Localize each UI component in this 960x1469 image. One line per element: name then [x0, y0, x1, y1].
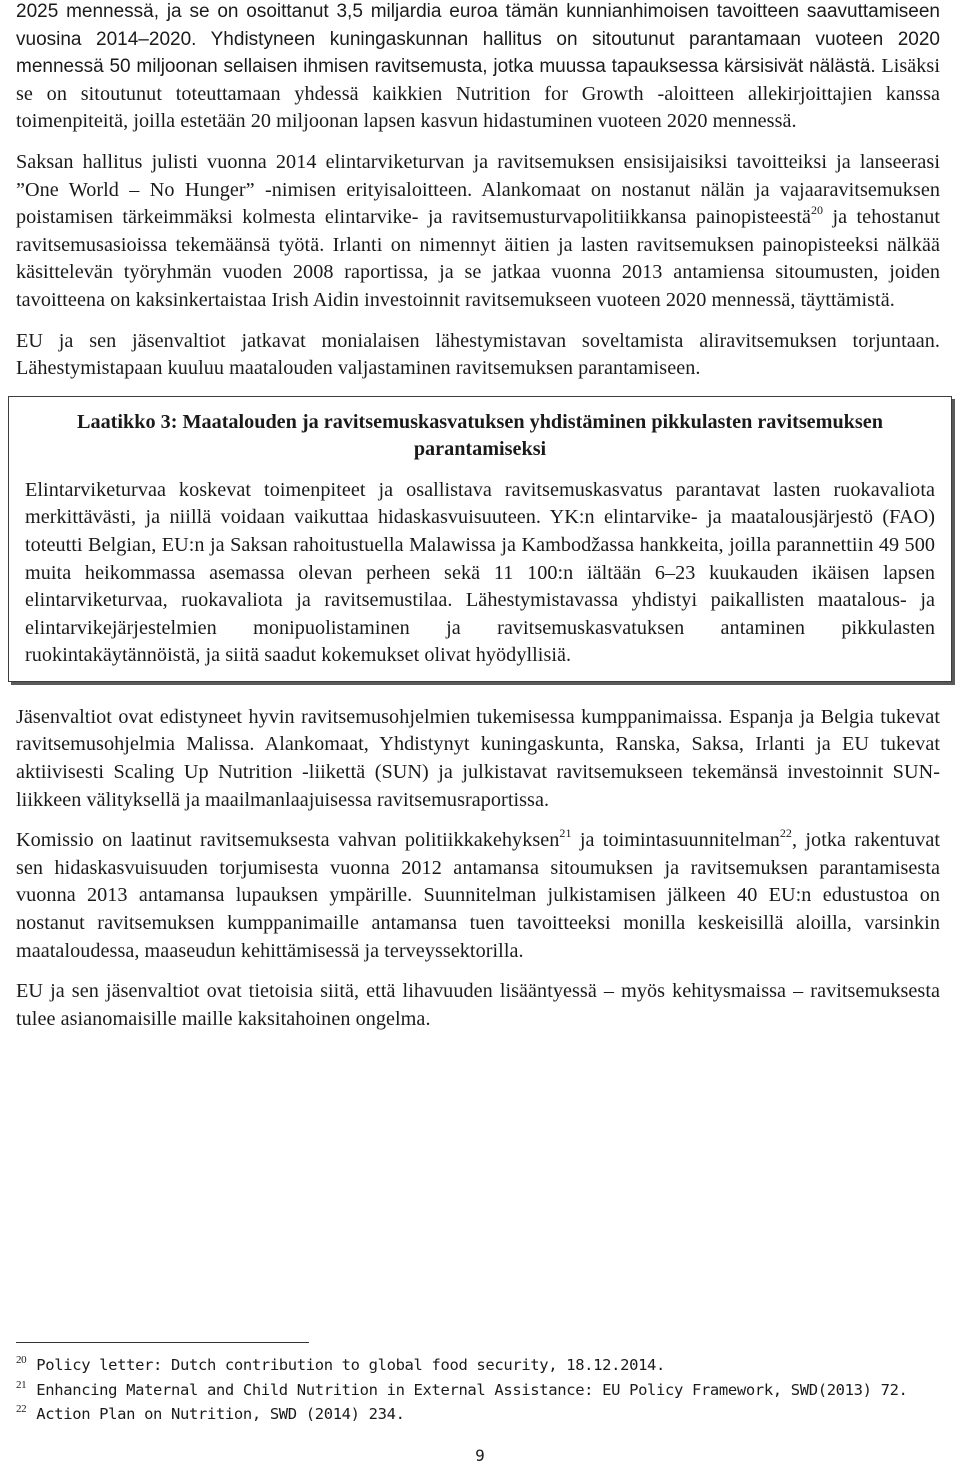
paragraph-text: Lisäksi se on sitoutunut toteuttamaan yhdessä kaikkien Nutrition for Growth -aloitteen allekirjoittajien kanssa toimenpiteitä, joilla estetään 20 miljoonan lapsen kasvun hidastuminen vuoteen 2020 mennessä. [16, 55, 940, 133]
footnote-21 [16, 1378, 940, 1403]
footnote-text: Enhancing Maternal and Child Nutrition in External Assistance: EU Policy Framework, SWD(2013) 72. [36, 1380, 908, 1399]
footnote-number: 22 [16, 1403, 27, 1415]
box-text: Elintarviketurvaa koskevat toimenpiteet ja osallistava ravitsemuskasvatus parantavat lasten ruokavaliota merkittävästi, ja niillä voidaan vaikuttaa hidaskasvuisuuteen. YK:n elintarvike- ja maatalousjärjestö (FAO) toteutti Belgian, EU:n ja Saksan rahoitustuella Malawissa ja Kambodžassa hankkeita, joilla parannettiin 49 500 muita heikommassa asemassa olevan perheen sekä 11 100:n iältään 6–23 kuukauden ikäisen lapsen elintarviketurvaa, ruokavaliota ja ravitsemustilaa. Lähestymistavassa yhdistyi paikallisten maatalous- ja elintarvikejärjestelmien monipuolistaminen ja ravitsemuskasvatuksen antaminen pikkulasten ruokintakäytännöistä, ja siitä saadut kokemukset olivat hyödyllisiä. [25, 478, 935, 667]
page-number: 9 [475, 1446, 485, 1465]
paragraph-text: Komissio on laatinut ravitsemuksesta vahvan politiikkakehyksen [16, 829, 560, 852]
text-box-3 [8, 396, 952, 682]
paragraph-text: 2025 mennessä, ja se on osoittanut 3,5 miljardia euroa tämän kunnianhimoisen tavoitteen saavuttamiseen vuosina 2014–2020. Yhdistyneen kuningaskunnan hallitus on sitoutunut parantamaan vuoteen 2020 mennessä 50 miljoonan sellaisen ihmisen ravitsemusta, jotka muussa tapauksessa kärsisivät nälästä. [16, 1, 940, 78]
footnotes [16, 1342, 940, 1427]
footnote-text: Policy letter: Dutch contribution to global food security, 18.12.2014. [36, 1356, 666, 1374]
document-page [16, 0, 940, 1046]
footnote-22 [16, 1402, 940, 1427]
paragraph-uk-commitments [16, 0, 940, 136]
paragraph-partner-support: Jäsenvaltiot ovat edistyneet hyvin ravitsemusohjelmien tukemisessa kumppanimaissa. Espanja ja Belgia tukevat ravitsemusohjelmia Malissa. Alankomaat, Yhdistynyt kuningaskunta, Ranska, Saksa, Irlanti ja EU tukevat aktiivisesti Scaling Up Nutrition -liikettä (SUN) ja julkistavat ravitsemukseen tekemänsä investoinnit SUN-liikkeen välityksellä ja maailmanlaajuisessa ravitsemusraportissa. [16, 705, 940, 811]
footnote-number: 21 [16, 1378, 27, 1391]
paragraph-text: Saksan hallitus julisti vuonna 2014 elintarviketurvan ja ravitsemuksen ensisijaisiksi tavoitteiksi ja lanseerasi ”One World – No Hunger” -nimisen erityisaloitteen. Alankomaat on nostanut nälän ja vajaaravitsemuksen poistamisen tärkeimmäksi kolmesta elintarvike- ja ravitsemusturvapolitiikkansa painopisteestä [16, 150, 940, 229]
paragraph-text: ja tehostanut ravitsemusasioissa tekemäänsä työtä. Irlanti on nimennyt äitien ja lasten ravitsemuksen painopisteeksi nälkää käsittelevän työryhmän vuoden 2008 raportissa, ja se jatkaa vuonna 2013 antamiensa sitoumusten, joiden tavoitteena on kaksinkertaistaa Irish Aidin investoinnit ravitsemukseen vuoteen 2020 mennessä, täyttämistä. [16, 206, 941, 311]
footnote-ref-20: 20 [811, 203, 824, 218]
footnote-ref-22: 22 [779, 826, 792, 841]
paragraph-germany-netherlands-ireland [16, 149, 940, 315]
paragraph-obesity: EU ja sen jäsenvaltiot ovat tietoisia siitä, että lihavuuden lisääntyessä – myös kehitysmaissa – ravitsemuksesta tulee asianomaisille maille kaksitahoinen ongelma. [16, 980, 940, 1030]
paragraph-text: , jotka rakentuvat sen hidaskasvuisuuden torjumisesta vuonna 2012 antamansa sitoumuksen ja ravitsemuksen parantamisesta vuonna 2013 antamansa lupauksen ympärille. Suunnitelman julkistamisen jälkeen 40 EU:n edustustoa on nostanut ravitsemuksen kumppanimaille antamansa tuen tavoitteeksi monilla keskeisillä aloilla, varsinkin maataloudessa, maaseudun kehittämisessä ja terveyssektorilla. [16, 829, 941, 962]
footnote-ref-21: 21 [559, 826, 572, 841]
box-title: Laatikko 3: Maatalouden ja ravitsemuskasvatuksen yhdistäminen pikkulasten ravitsemuksen parantamiseksi [77, 410, 883, 460]
footnote-text: Action Plan on Nutrition, SWD (2014) 234. [36, 1405, 405, 1423]
footnote-20 [16, 1353, 940, 1378]
paragraph-multisector-approach: EU ja sen jäsenvaltiot jatkavat monialaisen lähestymistavan soveltamista aliravitsemuksen torjuntaan. Lähestymistapaan kuuluu maatalouden valjastaminen ravitsemuksen parantamiseen. [16, 329, 940, 380]
paragraph-text: ja toimintasuunnitelman [571, 829, 780, 852]
footnote-divider [16, 1342, 309, 1343]
paragraph-commission-framework [16, 827, 940, 965]
footnote-number: 20 [16, 1354, 27, 1366]
